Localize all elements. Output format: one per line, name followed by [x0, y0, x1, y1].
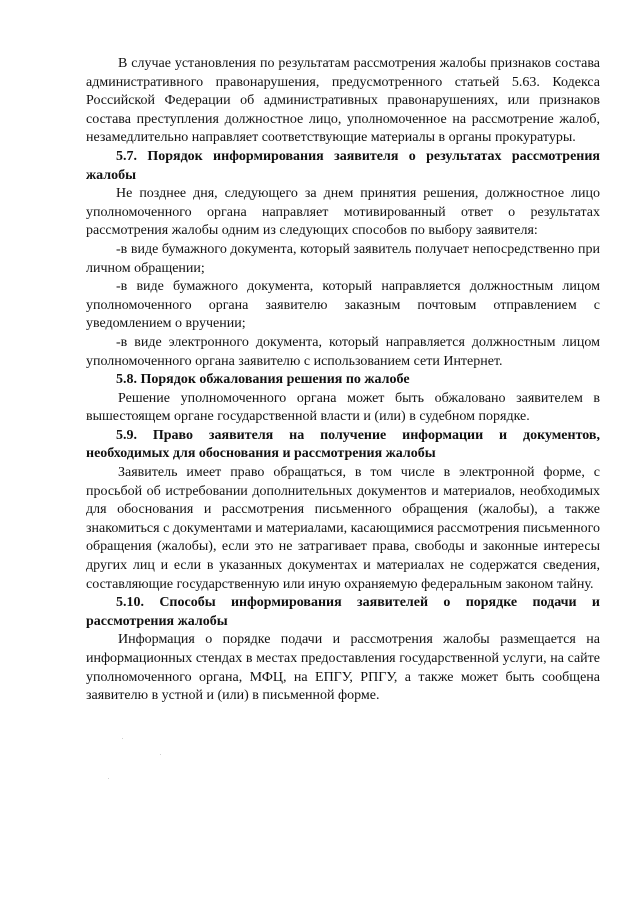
scan-speck — [160, 754, 161, 755]
list-item-paper-in-person: -в виде бумажного документа, который заявитель получает непосредственно при личном обращении; — [86, 241, 600, 276]
list-item-paper-by-mail: -в виде бумажного документа, который направляется должностным лицом уполномоченного органа заявителю заказным почтовым отправлением с уведомлением о вручении; — [86, 279, 600, 332]
paragraph-appeal-decision: Решение уполномоченного органа может быть обжаловано заявителем в вышестоящем органе государственной власти и (или) в судебном порядке. — [86, 390, 600, 425]
section-heading-5-8: 5.8. Порядок обжалования решения по жалобе — [116, 372, 410, 388]
document-page — [86, 55, 600, 706]
paragraph-response-deadline: Не позднее дня, следующего за днем принятия решения, должностное лицо уполномоченного органа направляет мотивированный ответ о результатах рассмотрения жалобы одним из следующих способов по выбору заявителя: — [86, 186, 600, 239]
scan-speck — [122, 738, 123, 739]
list-item-electronic: -в виде электронного документа, который направляется должностным лицом уполномоченного органа заявителю с использованием сети Интернет. — [86, 334, 600, 369]
section-heading-5-10: 5.10. Способы информирования заявителей о порядке подачи и рассмотрения жалобы — [86, 595, 600, 629]
paragraph-applicant-rights: Заявитель имеет право обращаться, в том числе в электронной форме, с просьбой об истребовании дополнительных документов и материалов, необходимых для обоснования и рассмотрения письменного обращения (жалобы), а также знакомиться с документами и материалами, касающимися рассмотрения письменного обращения (жалобы), если это не затрагивает права, свободы и законные интересы других лиц и если в указанных документах и материалах не содержатся сведения, составляющие государственную или иную охраняемую федеральным законом тайну. — [86, 465, 600, 592]
paragraph-prosecutor-referral: В случае установления по результатам рассмотрения жалобы признаков состава административного правонарушения, предусмотренного статьей 5.63. Кодекса Российской Федерации об административных правонарушениях, или признаков состава преступления должностное лицо, уполномоченное на рассмотрение жалоб, незамедлительно направляет соответствующие материалы в органы прокуратуры. — [86, 56, 600, 146]
section-heading-5-7: 5.7. Порядок информирования заявителя о результатах рассмотрения жалобы — [86, 148, 600, 183]
scan-speck — [108, 778, 109, 779]
paragraph-information-methods: Информация о порядке подачи и рассмотрения жалобы размещается на информационных стендах в местах предоставления государственной услуги, на сайте уполномоченного органа, МФЦ, на ЕПГУ, РПГУ, а также может быть сообщена заявителю в устной и (или) в письменной форме. — [86, 632, 600, 704]
section-heading-5-9: 5.9. Право заявителя на получение информации и документов, необходимых для обоснования и рассмотрения жалобы — [86, 427, 600, 462]
